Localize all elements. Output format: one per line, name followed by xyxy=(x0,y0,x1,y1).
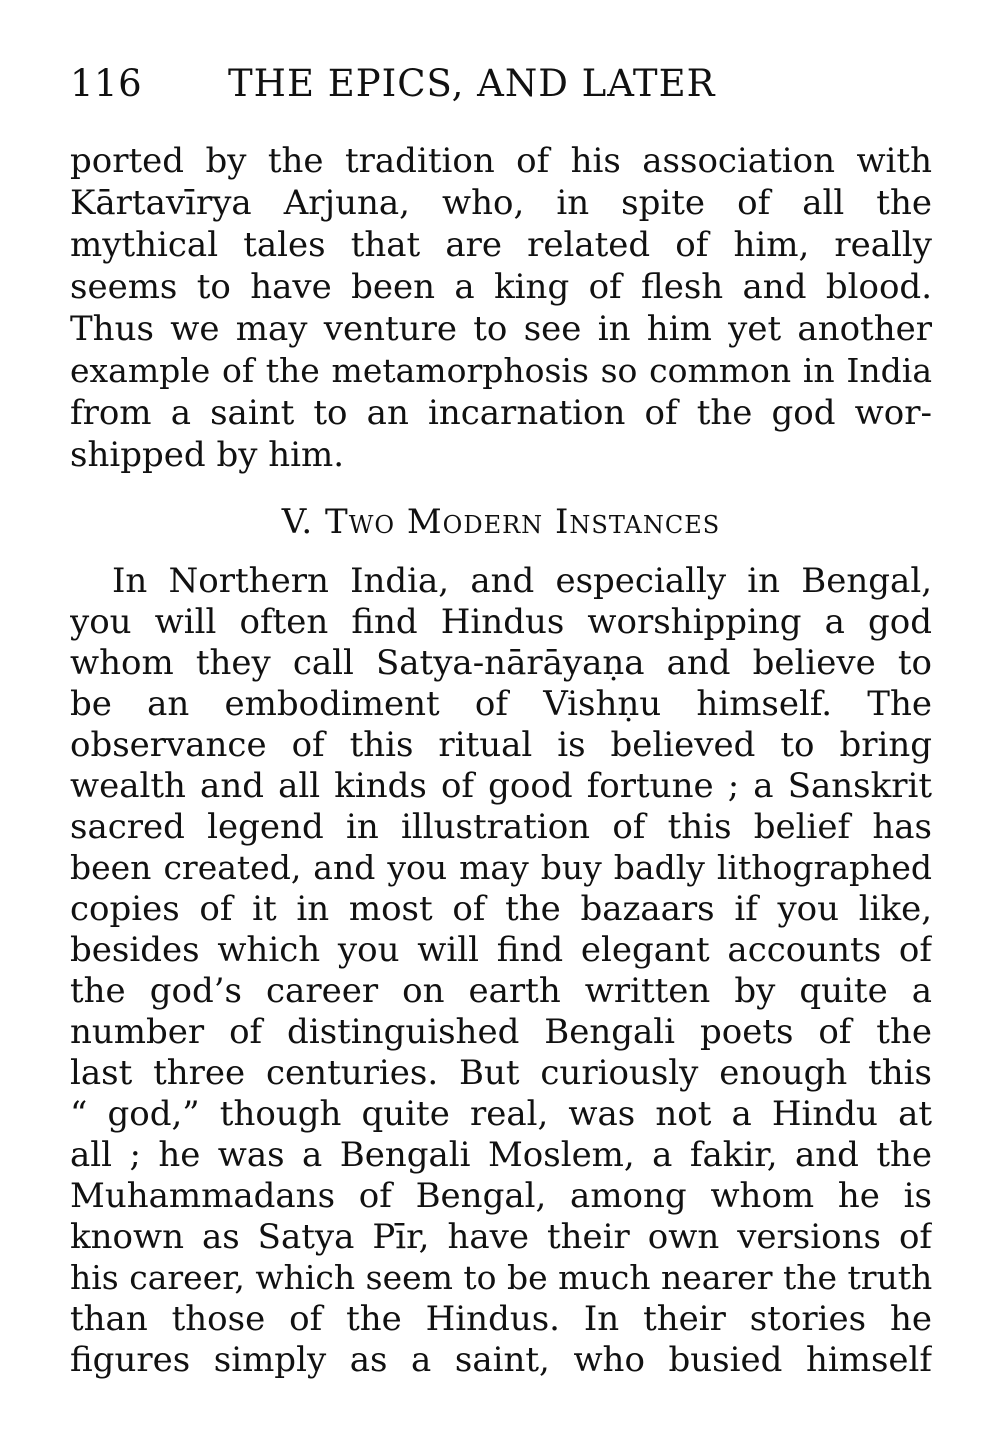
text-line: sacred legend in illustration of this belief has xyxy=(70,807,932,847)
text-line: whom they call Satya-nārāyaṇa and believe to xyxy=(70,643,932,683)
text-line: “ god,” though quite real, was not a Hindu at xyxy=(70,1094,932,1134)
text-line: ported by the tradition of his association with xyxy=(70,141,932,181)
text-line: his career, which seem to be much nearer the truth xyxy=(70,1258,932,1297)
text-line: number of distinguished Bengali poets of the xyxy=(70,1012,932,1052)
section-title: Two Modern Instances xyxy=(325,502,721,542)
section-numeral: V. xyxy=(281,502,314,542)
text-line: besides which you will find elegant accounts of xyxy=(70,930,932,970)
text-line: be an embodiment of Vishṇu himself. The xyxy=(70,684,932,724)
text-line: example of the metamorphosis so common in India xyxy=(70,351,932,390)
section-heading xyxy=(70,500,932,544)
text-line: figures simply as a saint, who busied himself xyxy=(70,1340,932,1380)
text-line: all ; he was a Bengali Moslem, a fakir, and the xyxy=(70,1135,932,1175)
text-line: known as Satya Pīr, have their own versions of xyxy=(70,1217,932,1257)
text-line: from a saint to an incarnation of the god wor- xyxy=(70,393,932,433)
text-line: Kārtavīrya Arjuna, who, in spite of all the xyxy=(70,183,932,223)
text-line: mythical tales that are related of him, really xyxy=(70,225,932,265)
running-header xyxy=(70,62,940,106)
text-line: wealth and all kinds of good fortune ; a Sanskrit xyxy=(70,766,932,806)
text-line: you will often find Hindus worshipping a god xyxy=(70,602,932,642)
text-line: shipped by him. xyxy=(70,435,345,475)
text-line: Muhammadans of Bengal, among whom he is xyxy=(70,1176,932,1216)
page-number: 116 xyxy=(70,62,143,105)
text-line: last three centuries. But curiously enough this xyxy=(70,1053,932,1093)
text-line: Thus we may venture to see in him yet another xyxy=(70,309,932,349)
text-line: observance of this ritual is believed to bring xyxy=(70,725,932,765)
text-line: the god’s career on earth written by quite a xyxy=(70,971,932,1011)
text-line: copies of it in most of the bazaars if you like, xyxy=(70,889,932,929)
text-line: been created, and you may buy badly lithographed xyxy=(70,848,932,887)
running-title: THE EPICS, AND LATER xyxy=(228,62,716,105)
text-line: seems to have been a king of flesh and blood. xyxy=(70,267,932,307)
text-line: In Northern India, and especially in Bengal, xyxy=(112,561,932,601)
text-line: than those of the Hindus. In their stories he xyxy=(70,1299,932,1339)
